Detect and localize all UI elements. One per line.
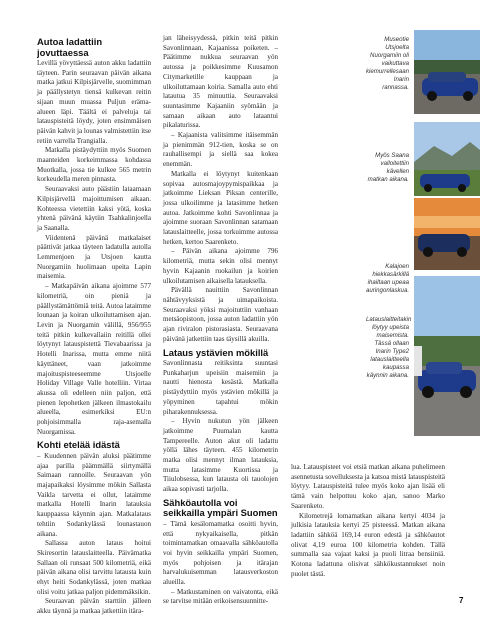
paragraph: – Kuudennen päivän aluksi päätimme ajaa parilla päämmällä siirtymällä Saimaan rannoille. Seuraavan yön majapaikaksi löysimme mökin Sallasta Vaikla tarvetta ei ollut, lataimme matkalla Hotelli Inarin latauksia kauppaassa käynnin ajan. Matkalataus tehtiin Sodankylässä lounastauon aikana. bbox=[37, 451, 151, 538]
paragraph: Matkalla pistäydyttiin myös Suomen maanteiden korkeimmassa kohdassa Muotkalla, jossa tie kulkee 565 metrin korkeudella meren pinnasta. bbox=[37, 146, 151, 184]
photo-caption-1: Museotie Utsjoelta Nuorgamiin oli vaikuttava kiemurrellesaan Inarin rannassa. bbox=[366, 36, 410, 91]
paragraph: lua. Latauspisteet voi etsiä matkan aikana puhelimeen asennetusta sovelluksesta ja katsoa mistä latauspisteitä löytyy. Latauspisteitä tulee myös koko ajan lisää eli tämä vain helpottuu koko ajan, sanoo Marko Saarenketo. bbox=[291, 463, 446, 510]
paragraph: Matkalla ei löytynyt kuitenkaan sopivaa autosmajoypymispaikkaa ja jatkoimme Lieksan Piksan centerille, jossa ulkoilimme ja latasimme hetken autoa. Jatkoimme kohti Savonlinnaa ja ajoimme suoraan Savonlinnan satamaan latauslaitteelle, jossa torkuimme autossa hetken, kertoo Saarenketo. bbox=[163, 169, 278, 246]
paragraph: Levillä yövyttäessä auton akku ladattiin täyteen. Parin seuraavan päivän aikana matka jatkui Kilpisjärvelle, suomimman ja päällystetyn tiensä kulkevan reitin sijaan muun muassa Puljun eräma-alueen läpi. Täältä ei palveluja tai latauspisteitä löydy, joten ensimmäisen päivän kahvit ja lounas valmistettiin itse retiin varrella Trangialla. bbox=[37, 59, 151, 145]
paragraph: Seuraavaksi auto päästiin lataamaan Kilpisjärvellä majoittumisen aikaan. Kohteessa vietettiin kaksi yötä, koska yhtenä päivänä käytiin Tsahkalinjoella ja Saanalla. bbox=[37, 185, 151, 232]
column-1 bbox=[37, 34, 151, 617]
paragraph: Viidentenä päivänä matkalaiset päättivät jatkaa täyteen ladatulla autolla Lemmenjoen ja Utsjoen kautta Nuorgamiin huolimaan upeita Lapin maisemia. bbox=[37, 233, 151, 281]
photo-sunset-beach bbox=[414, 198, 480, 270]
paragraph: Savonlinnasta reitiksinta suuntasi Punkaharjun upeisiin maisemiin ja nautti hienosta kesästä. Matkalla pistäydyttiin myös ystävien mökillä ja yöpyminen tapahtui mökin piharakennuksessa. bbox=[163, 359, 278, 416]
photo-charging-station bbox=[414, 276, 480, 436]
paragraph: jan läheisyydessä, pitkin teitä pitkin Savonlinnaan, Kajaanissa poiketen. – Päätimme nukkua seuraavan yön autossa ja poikkesimme Kuusamon Citymarketille kauppaan ja ulkoiluttamaan koiria. Samalla auto ehti latautua 35 minuuttia. Seuraavaksi suuntasimme Kajaaniin syömään ja samaan aikaan auto lataantui pikalaturissa. bbox=[163, 34, 278, 130]
paragraph: – Kajaanista valitsimme itäisemmän ja pienimmän 912-tien, koska se on rauhallisempi ja siellä saa kokea enemmän. bbox=[163, 131, 278, 169]
photo-caption-3: Kalajoen hiekkasärkillä ihailtaan upeaa auringonlaskua. bbox=[366, 263, 410, 294]
paragraph: Kilometrejä lomamatkan aikana kertyi 4034 ja julkisia latauksia kertyi 25 pisteessä. Matkan aikana ladattiin sähköä 169,14 euron edestä ja sähköautot olivat 4,19 euroa 100 kilometria kohden. Tällä summalla saa vajaat kaksi ja puoli litraa bensiiniä. Kotona ladattuna olisivat sähkökustannukset noin puolet tästä. bbox=[291, 511, 445, 578]
paragraph: – Matkapäivän aikana ajoimme 577 kilometriä, oin pieniä ja päällystämättömiä teitä. Autoa lataimme lounaan ja koiran ulkoiluttamisen ajan. Levin ja Nuorgamin välillä, 956/955 teitä pitkin kulkevallaiin reitillä ollei löytynyt latauspistettä Tievabaarissa ja Hotelli Inarissa, mutta emme niitä käyttäneet, vaan jatkoimme majoituspisteeseemme Utsjoelle Holiday Village Valle hotelliin. Virtaa akussa oli edelleen niin paljon, että pienen lepohetken jälkeen ilmastokailu alueella, esimerkiksi EU:n pohjoisimmalla raja-asemalla Nuorgamissa. bbox=[37, 282, 151, 436]
photo-car-road bbox=[414, 30, 480, 114]
photo-caption-4: Latauslaitteitakin löytyy upeista maisemista. Tässä ollaan Inarin Type2 latauslaitteella kaupassa käynnin aikana. bbox=[366, 316, 412, 379]
heading-charging: Autoa ladattiin jovuttaessa bbox=[37, 36, 103, 58]
paragraph: – Tämä kesälomamatka osoitti hyvin, että nykyaikaisella, pitkän toimintamatkan omaavalla sähköautolla voi hyvin seikkailla ympäri Suomen, myös pohjoisen ja itärajan harvalukuisemman latausverkoston alueilla. bbox=[163, 519, 278, 587]
paragraph: Pävällä nauittiin Savonlinnan nähtävyyksistä ja uimapaikoista. Seuraavaksi yöksi majoituttiin vanhaan metsäopistoon, jossa auton ladattiin yön ajan riviralon pistorasiasta. Seuraavana päivänä jatkettiin taas täysillä akuilla. bbox=[163, 286, 278, 343]
paragraph: – Päivän aikana ajoimme 796 kilometriä, mutta sekin olisi mennyt hyvin Kajaanin ruokailun ja koirien ulkoilutamisen aikaisella latauksella. bbox=[163, 247, 278, 285]
page-number: 7 bbox=[459, 596, 464, 605]
heading-friends-cottage: Lataus ystävien mökillä bbox=[163, 346, 269, 358]
paragraph: – Matkustaminen on vaivatonta, eikä se tarvitse mitään erikoisensuunnitte- bbox=[163, 587, 278, 606]
paragraph: Seuraavan päivän starttiin jälleen akku täynnä ja matkaa jatkettiin itära- bbox=[37, 597, 151, 616]
paragraph: Sallassa auton lataus hoitui Skiresortin latauslaitteella. Päivämatka Sallaan oli runsaat 500 kilometriä, eikä päivän aikana olisi tarvittu latausta kuin ehyt heiti Sodankylässä, joten matkaa olisi voitu jatkaa paljon pidemmäksikin. bbox=[37, 539, 151, 596]
photo-caption-2: Myös Saana valloitettiin kävellen matkan aikana. bbox=[367, 152, 409, 183]
column-2 bbox=[163, 34, 278, 607]
column-3 bbox=[291, 463, 445, 579]
heading-south-east: Kohti etelää idästä bbox=[37, 439, 120, 451]
heading-ev-adventure: Sähköautolla voi seikkailla ympäri Suomen bbox=[163, 496, 278, 519]
paragraph: – Hyvin nukutun yön jälkeen jatkoimme Puumalan kautta Tampereelle. Auton akut oli ladattu yöllä lähes täyteen. 455 kilometrin matka olisi mennyt ilman latauksia, mutta latasimme Kuortissa ja Tiiulobsessa, kun latausta oli tauolojen aikaa sopivasti tarjolla. bbox=[163, 417, 278, 494]
photo-fells bbox=[414, 122, 480, 196]
